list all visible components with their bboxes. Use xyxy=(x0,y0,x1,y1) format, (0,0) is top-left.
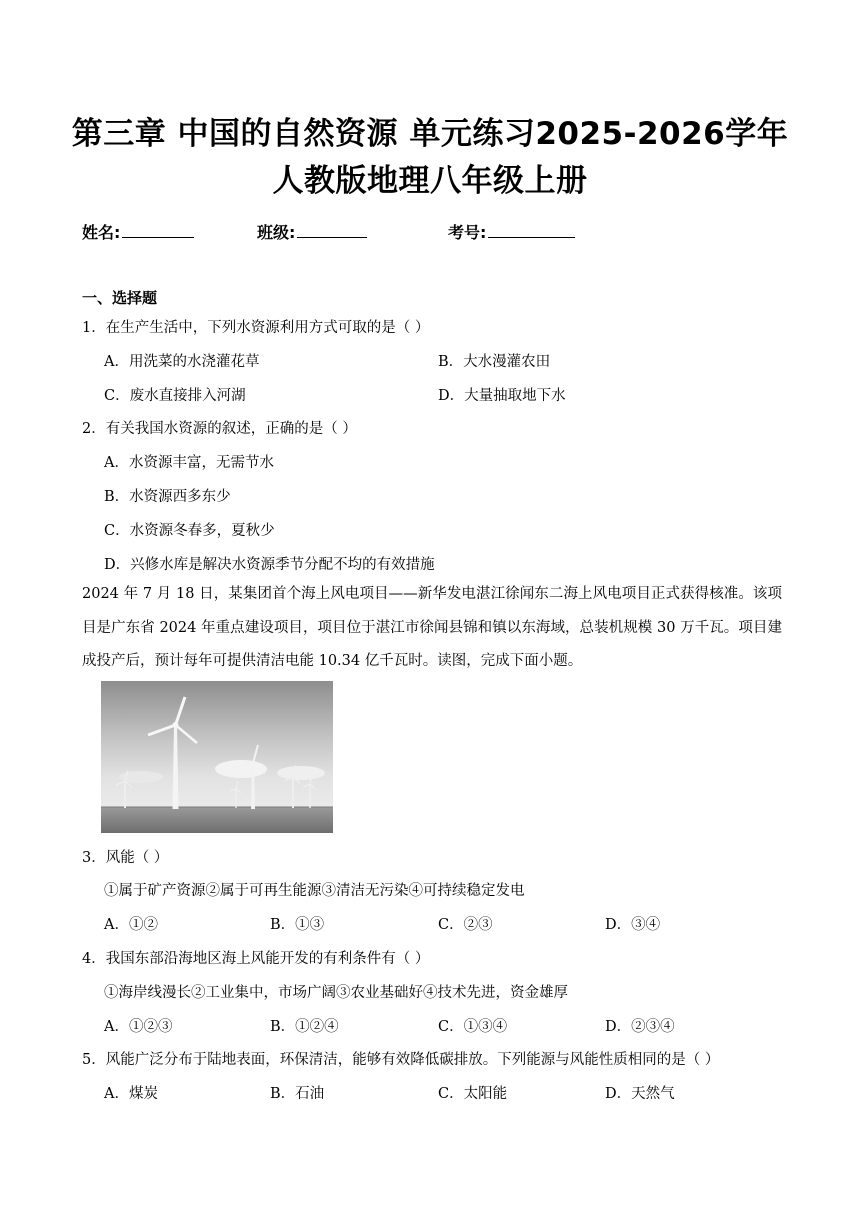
question-stem: 4．我国东部沿海地区海上风能开发的有利条件有（ ） xyxy=(82,951,430,967)
document-title-line1: 第三章 中国的自然资源 单元练习2025-2026学年 xyxy=(71,116,789,152)
option-c: C．废水直接排入河湖 xyxy=(104,388,246,404)
number-field xyxy=(448,220,575,243)
class-blank xyxy=(297,222,367,238)
section-heading: 一、选择题 xyxy=(82,289,158,307)
class-label: 班级: xyxy=(257,223,296,242)
name-field xyxy=(82,220,194,243)
question-stem: 1．在生产生活中，下列水资源利用方式可取的是（ ） xyxy=(82,320,430,336)
option-b: B．大水漫灌农田 xyxy=(438,354,551,370)
option-d: D．兴修水库是解决水资源季节分配不均的有效措施 xyxy=(104,557,435,573)
option-a: A．煤炭 xyxy=(104,1086,158,1102)
option-a: A．水资源丰富，无需节水 xyxy=(104,455,274,471)
question-stem: 2．有关我国水资源的叙述，正确的是（ ） xyxy=(82,421,357,437)
option-d: D．大量抽取地下水 xyxy=(438,388,566,404)
option-b: B．石油 xyxy=(270,1086,325,1102)
option-a: A．①②③ xyxy=(104,1019,173,1035)
option-d: D．②③④ xyxy=(605,1019,675,1035)
option-b: B．①③ xyxy=(270,917,325,933)
option-a: A．用洗菜的水浇灌花草 xyxy=(104,354,260,370)
option-d: D．③④ xyxy=(605,917,661,933)
number-blank xyxy=(488,222,575,238)
option-c: C．①③④ xyxy=(438,1019,508,1035)
offshore-wind-turbines-photo xyxy=(101,681,333,833)
option-c: C．②③ xyxy=(438,917,493,933)
option-c: C．水资源冬春多，夏秋少 xyxy=(104,523,275,539)
reading-passage: 2024 年 7 月 18 日，某集团首个海上风电项目——新华发电湛江徐闻东二海上风电项目正式获得核准。该项目是广东省 2024 年重点建设项目，项目位于湛江市徐闻县锦和镇以东海域，总装机规模 30 万千瓦。项目建成投产后，预计每年可提供清洁电能 10.34 亿千瓦时。读图，完成下面小题。 xyxy=(82,586,782,669)
question-statements: ①属于矿产资源②属于可再生能源③清洁无污染④可持续稳定发电 xyxy=(104,883,525,899)
option-a: A．①② xyxy=(104,917,158,933)
option-c: C．太阳能 xyxy=(438,1086,508,1102)
name-label: 姓名: xyxy=(82,223,121,242)
name-blank xyxy=(122,222,194,238)
question-stem: 5．风能广泛分布于陆地表面，环保清洁，能够有效降低碳排放。下列能源与风能性质相同的是（ ） xyxy=(82,1052,720,1068)
number-label: 考号: xyxy=(448,223,487,242)
option-b: B．①②④ xyxy=(270,1019,339,1035)
option-d: D．天然气 xyxy=(605,1086,675,1102)
document-title-line2: 人教版地理八年级上册 xyxy=(272,163,588,199)
question-stem: 3．风能（ ） xyxy=(82,850,169,866)
class-field xyxy=(257,220,367,243)
option-b: B．水资源西多东少 xyxy=(104,489,231,505)
question-statements: ①海岸线漫长②工业集中，市场广阔③农业基础好④技术先进，资金雄厚 xyxy=(104,985,568,1001)
